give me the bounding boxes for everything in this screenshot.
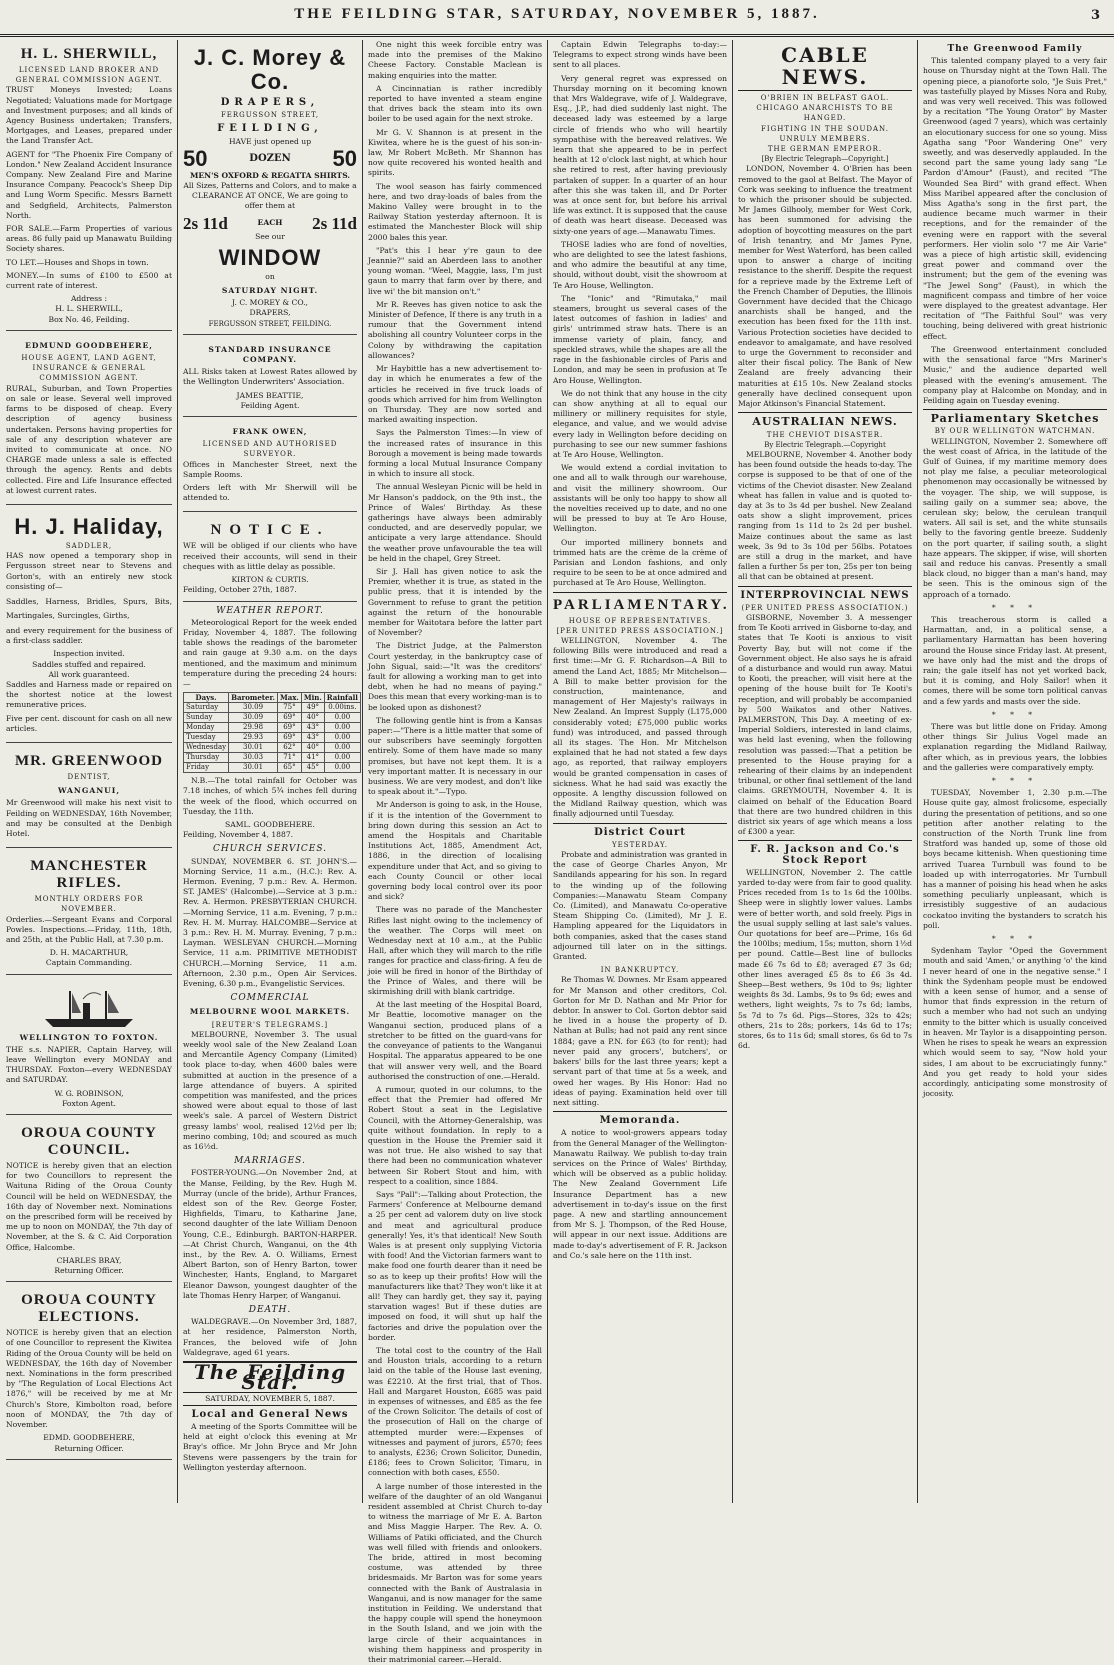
headline: CHICAGO ANARCHISTS TO BE HANGED. xyxy=(756,104,894,123)
ad-signature: Address : xyxy=(70,294,108,304)
news-paragraph: Sir J. Hall has given notice to ask the Premier, whether it is true, as stated in the public press, that it is intended by the Government to refuse to grant the petition against the return of the honourable member for Waitotara before the latter part of November? xyxy=(368,566,542,638)
section-subtitle: IN BANKRUPTCY. xyxy=(600,966,680,975)
news-paragraph: There was no parade of the Manchester Rifles last night owing to the inclemency of the weather. The Corps will meet on Wednesday next at 10 a.m., at the Public Hall, after which they will march to the rifle ranges for practice and class-firing. A feu de joie will be fired in honor of the Birthday of the Prince of Wales, and there will be skirmishing drill with blank cartridge. xyxy=(368,905,542,997)
section-heading: INTERPROVINCIAL NEWS xyxy=(740,589,910,601)
section-divider: * * * xyxy=(991,934,1039,944)
editorial-title: The Feilding Star. xyxy=(193,1360,347,1395)
ad-notice-kirton xyxy=(183,516,357,601)
section-heading: CABLE NEWS. xyxy=(738,44,912,91)
section-heading: COMMERCIAL xyxy=(230,993,310,1004)
weather-cell: Saturday xyxy=(184,703,229,713)
page-number: 3 xyxy=(1090,8,1100,23)
ad-line: HAVE just opened up xyxy=(228,136,312,146)
column-rule xyxy=(732,40,733,1503)
weather-cell: 75° xyxy=(277,703,301,713)
ad-body: ALL Risks taken at Lowest Rates allowed by the Wellington Underwriters' Association. xyxy=(183,367,357,387)
news-paragraph: The following gentle hint is from a Kansas paper:—"There is a little matter that some of our subscribers have seemingly forgotten entirely. Some of them have made so many promises, but have not kept them. It is a very important matter. It is necessary in our business. We are very modest, and don't like to speak about it."—Typo. xyxy=(368,715,542,797)
section-heading: F. R. Jackson and Co.'s Stock Report xyxy=(750,844,900,866)
article-body: WELLINGTON, November 2. The cattle yarded to-day were from fair to good quality. Prices receded from 1s to 1s 6d the 100lbs. Sheep were in slightly lower values. Lambs were of better worth, and sold freely. Pigs in the usual supply selling at last sale's values. Our quotations for beef are—Prime, 16s 6d the 100lbs; medium, 15s; mutton, shorn 1½d per pound. Cattle—Best line of bullocks made £6 7s 6d to £8; averaged £7 3s 6d; other lines averaged £5 8s to £6 3s 4d. Sheep—Best wethers, 9s 10d to 9s; lighter weights 8s 3d. Lambs, 9s to 9s 6d; ewes and wethers, light weights, 7s to 7s 6d; lambs, 5s 7d to 7s 6d. Pigs—Stores, 32s to 42s; others, 21s to 28s; porkers, 14s 6d to 17s; stores, 6s to 11s 6d; small stores, 6s 6d to 7s 6d. xyxy=(738,867,912,1051)
weather-header-cell: Barometer. xyxy=(229,693,278,703)
weather-report xyxy=(183,606,357,841)
article-body: Meteorological Report for the week ended Friday, November 4, 1887. The following table shows the readings of the barometer and rain gauge at 9.30 a.m. on the days mentioned, and the maximum and minimum temperature during the preceding 24 hours:— xyxy=(183,617,357,688)
australian-news xyxy=(738,412,912,582)
ad-body: AGENT for "The Phoenix Fire Company of London." New Zealand Accident Insurance Company. New Zealand Fire and Marine Insurance Company. Peacock's Sheep Dip and Lung Worm Specific. Messrs Barnett and Sedgfield, Architects, Palmerston North. xyxy=(6,149,172,220)
ad-signature: Returning Officer. xyxy=(54,1443,124,1453)
ad-signature: JAMES BEATTIE, xyxy=(236,390,304,400)
ad-wellington-foxton xyxy=(6,979,172,1115)
ad-body: Mr Greenwood will make his next visit to Feilding on WEDNESDAY, 16th November, and may be consulted at the Denbigh Hotel. xyxy=(6,798,172,838)
ad-title: EDMUND GOODBEHERE, xyxy=(25,340,153,350)
news-paragraph: Mr G. V. Shannon is at present in the Kiwitea, where he is the guest of his son-in-law, Mr Robert McBeth. Mr Shannon has now quite recovered his wonted health and spirits. xyxy=(368,127,542,178)
ad-title: H. L. SHERWILL, xyxy=(20,46,158,62)
ad-body: FOR SALE.—Farm Properties of various areas. 86 fully paid up Manawatu Building Society shares. xyxy=(6,224,172,254)
news-paragraph: Says the Palmerston Times:—In view of the increased rates of insurance in this Borough a movement is being made towards forming a local Mutual Insurance Company in which to insure all stock. xyxy=(368,428,542,479)
death-notice xyxy=(183,1305,357,1358)
ad-title: STANDARD INSURANCE COMPANY. xyxy=(208,344,332,365)
article-body: WELLINGTON, November 4. The following Bills were introduced and read a first time:—Mr G. F. Richardson—A Bill to amend the Land Act, 1885; Mr Mitchelson—A Bill to make better provision for the construction, maintenance, and management of Her Majesty's railways in New Zealand. An Imprest Supply (L175,000 considerably voted; £75,000 public works fund) was introduced, and passed through all its stages. The Hon. Mr Mitchelson explained that he had not stated a few days ago, as reported, that railway employers would be granted compensation in cases of sickness. What he had said was exactly the opposite. A lengthy discussion followed on the Midland Railway question, which was finally adjourned until Tuesday. xyxy=(553,635,727,819)
ad-signature: EDMD. GOODBEHERE, xyxy=(43,1433,135,1443)
memoranda xyxy=(553,1111,727,1261)
marriages xyxy=(183,1156,357,1301)
weather-cell: 30.01 xyxy=(229,763,278,773)
news-paragraph: We do not think that any house in the city can show anything at all to equal our millinery or millinery requisites for style, elegance, and value, and we would advise every lady in Wellington before deciding on purchasing to see our new summer fashions at Te Aro House, Wellington. xyxy=(553,388,727,459)
ad-title: OROUA COUNTY ELECTIONS. xyxy=(21,1292,157,1326)
byline: [By Electric Telegraph—Copyright.] xyxy=(761,155,889,164)
article-signature: SAML. GOODBEHERE. xyxy=(225,819,315,829)
section-heading: PARLIAMENTARY. xyxy=(553,596,730,613)
column-rule xyxy=(362,40,363,1503)
ad-subtitle: FEILDING, xyxy=(217,123,323,135)
weather-header-cell: Min. xyxy=(301,693,324,703)
ad-price: 2s 11d xyxy=(183,213,228,233)
ad-subtitle: DENTIST, xyxy=(67,772,111,781)
weather-cell: 43° xyxy=(301,733,324,743)
masthead xyxy=(0,0,1114,37)
ad-signature: H. L. SHERWILL, xyxy=(55,304,123,314)
cable-news xyxy=(738,44,912,409)
column-rule xyxy=(547,40,548,1503)
ad-line: WINDOW xyxy=(218,244,322,270)
column-3 xyxy=(368,40,542,1665)
news-paragraph: Captain Edwin Telegraphs to-day:—Telegrams to expect strong winds have been sent to all places. xyxy=(553,40,727,70)
news-paragraph: Very general regret was expressed on Thursday morning on it becoming known that Mrs Waldegrave, wife of J. Waldegrave, Esq., J.P., had died suddenly last night. The deceased lady was esteemed by a large circle of friends who who will heartily sympathise with the bereaved relatives. We learn that she appeared to be in perfect health at 12 o'clock last night, at which hour she retired to rest, after having previously partaken of supper. In a quarter of an hour after this she was taken ill, and Dr Porter was at once sent for, but before his arrival life was extinct. It is supposed that the cause of death was heart disease. Deceased was sixty-one years of age.—Manawatu Times. xyxy=(553,73,727,236)
weather-cell: 65° xyxy=(277,763,301,773)
article-date: Feilding, November 4, 1887. xyxy=(183,830,294,840)
weather-cell: 0.00 xyxy=(324,743,360,753)
news-paragraph: THOSE ladies who are fond of novelties, who are delighted to see the latest fashions, and who admire the beautiful at any time, should, without doubt, visit the showroom at Te Aro House, Wellington. xyxy=(553,239,727,290)
ad-greenwood-dentist xyxy=(6,747,172,848)
ad-body: Orders left with Mr Sherwill will be attended to. xyxy=(183,483,357,503)
ad-quantity: 50 xyxy=(332,145,357,171)
article-body: A meeting of the Sports Committee will be held at eight o'clock this evening at Mr Bray's office. Mr John Bryce and Mr John Stevens were passengers by the train for Wellington yesterday afternoon. xyxy=(183,1421,357,1472)
weather-row xyxy=(184,743,361,753)
weather-cell: Tuesday xyxy=(184,733,229,743)
weather-cell: 30.01 xyxy=(229,743,278,753)
article-body: This talented company played to a very fair house on Thursday night at the Town Hall. The opening piece, a pianoforte solo, "Je Suis Pret," was tastefully played by Misses Nora and Ruby, and was very well received. This was followed by a recitation "The Young Orator" by Master Greenwood (aged 7 years), which was certainly an elocutionary success for one so young. Miss Agatha sang "Poor Wandering One" very sweetly, and was deservedly applauded. In the second part the same young lady sang "Le Pardon d'Amour" (Faust), and recited "The Wounded Sea Bird" with grand effect. When Miss Maribel appeared after the conclusion of Miss Agatha's song in the first part, the audience became much warmer in their receptions, and for the remainder of the evening were en rapport with the several performers. Her violin solo "7 me Air Varie" was a piece of high artistic skill, evidencing great power and command over the instrument; but the gem of the evening was "The Jewel Song" (Faust), in which the magnificent compass and timbre of her voice were displayed to the greatest advantage. Her recitation of "The Faithful Soul" was very touching, being delivered with great histrionic effect. xyxy=(923,56,1107,341)
article-body: A notice to wool-growers appears today from the General Manager of the Wellington-Manawatu Railway. We publish to-day train services on the Prince of Wales' Birthday, which will be observed as a public holiday. The New Zealand Government Life Insurance Department has a new advertisement in to-day's issue on the first page. A new and startling announcement from Mr S. J. Thompson, of the Red House, will appear in our next issue. Additions are made to-day's advertisement of F. R. Jackson and Co.'s sale here on the 11th inst. xyxy=(553,1128,727,1260)
weather-cell: 62° xyxy=(277,743,301,753)
ad-line: Saddles stuffed and repaired. xyxy=(32,659,146,669)
column-rule xyxy=(917,40,918,1503)
article-body: FOSTER-YOUNG.—On November 2nd, at the Manse, Feilding, by the Rev. Hugh M. Murray (uncle of the bride), Arthur Frances, eldest son of the Rev. George Foster, Highfields, Timaru, to Katharine Jane, second daughter of the late William Denoon Young, C.E., Edinburgh. BARTON-HARPER.—At Christ Church, Wanganui, on the 4th inst., by the Rev. A. O. Williams, Ernest Albert Barton, son of Henry Barton, tower Winchester, Hants, England, to Margaret Eleanor Dawson, youngest daughter of the late Thomas Henry Harper, of Wanganui. xyxy=(183,1168,357,1300)
newspaper-title: THE FEILDING STAR, SATURDAY, NOVEMBER 5, 1887. xyxy=(294,6,820,22)
ad-goodbehere xyxy=(6,335,172,505)
ad-signature: Returning Officer. xyxy=(54,1266,124,1276)
section-heading: MARRIAGES. xyxy=(234,1156,306,1167)
weather-cell: 0.00 xyxy=(324,733,360,743)
weather-cell: 69° xyxy=(277,723,301,733)
stock-report xyxy=(738,840,912,1051)
ad-signature: DRAPERS, xyxy=(249,308,291,318)
article-body: This treacherous storm is called a Harmattan, and, in a political sense, a parliamentary Harmattan has been hovering around the House since Friday last. At present, we have only had the mist and the drops of rain; the gale itself has not yet worked back, but it is coming, and Holy Sailor! when it comes, there will be some torn political canvas and a few yards and masts over the side. xyxy=(923,614,1107,706)
article-body: SUNDAY, NOVEMBER 6. ST. JOHN'S.—Morning Service, 11 a.m., (H.C.): Rev. A. Hermon. Evening, 7 p.m.: Rev. A. Hermon. ST. JAMES' (Halcombe).—Service at 3 p.m.: Rev. A. Hermon. PRESBYTERIAN CHURCH.—Morning Service, 11 a.m. Evening, 7 p.m.: Rev. H. M. Murray. HALCOMBE—Service at 3 p.m.: Rev. H. M. Murray. Evening, 7 p.m.: Layman. WESLEYAN CHURCH.—Morning Service, 11 a.m. PRIMITIVE METHODIST CHURCH.—Morning Service, 11 a.m. Afternoon, 2.30 p.m., Open Air Services. Evening, 6.30 p.m., Evangelistic Services. xyxy=(183,856,357,988)
ad-morey xyxy=(183,40,357,335)
section-heading: The Greenwood Family xyxy=(947,44,1083,54)
news-paragraph: One night this week forcible entry was made into the premises of the Makino Cheese Factory. Constable Maclean is making enquiries into the matter. xyxy=(368,40,542,80)
section-subtitle: [PER UNITED PRESS ASSOCIATION.] xyxy=(556,626,724,635)
section-subtitle: YESTERDAY. xyxy=(612,840,668,849)
ad-subtitle: LICENSED LAND BROKER AND xyxy=(18,66,160,74)
headline: THE GERMAN EMPEROR. xyxy=(767,145,883,154)
ad-title: FRANK OWEN, xyxy=(232,427,308,437)
byline: BY OUR WELLINGTON WATCHMAN. xyxy=(934,427,1096,436)
ad-title: NOTICE. xyxy=(210,522,330,539)
ad-line: MEN'S OXFORD & REGATTA SHIRTS. xyxy=(189,170,351,180)
article-subtitle: [REUTER'S TELEGRAMS.] xyxy=(211,1020,329,1029)
steamship-icon xyxy=(39,985,139,1029)
news-paragraph: Mr Anderson is going to ask, in the House, if it is the intention of the Government to bring down during this session an Act to amend the Hospitals and Charitable Institutions Act, 1885, Amendment Act, 1886, in the direction of localising expenditure under that Act, and so giving to each County Council or other local governing body local control over its poor and sick? xyxy=(368,800,542,902)
ad-body: THE s.s. NAPIER, Captain Harvey, will leave Wellington every MONDAY and THURSDAY. Foxton—every WEDNESDAY and SATURDAY. xyxy=(6,1044,172,1085)
section-divider: * * * xyxy=(991,602,1039,612)
column-5 xyxy=(738,40,912,1505)
ad-body: Offices in Manchester Street, next the Sample Rooms. xyxy=(183,459,357,479)
weather-cell: 30.03 xyxy=(229,753,278,763)
parliamentary-sketches xyxy=(923,409,1107,1099)
weather-cell: 0.00 xyxy=(324,713,360,723)
ad-oroua-council xyxy=(6,1119,172,1282)
weather-row xyxy=(184,753,361,763)
weather-header-cell: Rainfall xyxy=(324,693,360,703)
weather-cell: 0.00 xyxy=(324,753,360,763)
ad-body: Orderlies.—Sergeant Evans and Corporal Powles. Inspections.—Friday, 11th, 18th, and 25th, at the Public Hall, at 7.30 p.m. xyxy=(6,914,172,944)
weather-row xyxy=(184,703,361,713)
article-body: N.B.—The total rainfall for October was 7.18 inches, of which 5¾ inches fell during the week of the flood, which occurred on Tuesday, the 11th. xyxy=(183,776,357,816)
article-title: MELBOURNE WOOL MARKETS. xyxy=(189,1007,351,1017)
ad-subtitle: WANGANUI, xyxy=(57,786,120,796)
article-body: LONDON, November 4. O'Brien has been removed to the gaol at Belfast. The Mayor of Cork was seeking to influence the treatment to which the prisoner should be subjected. Mr James Gilhooly, member for West Cork, has been summoned for advising the adoption of boycotting measures on the part of Irish tenantry, and Mr James Pyne, member for West Waterford, has been called upon to answer a charge of inciting resistance to the sheriff. Despite the request for a reprieve made by the Extreme Left of the French Chamber of Deputies, the Illinois Government have decided that the Chicago anarchists shall be hanged, and the execution has been fixed for the 11th inst. Various Protection societies have decided to endeavor to amalgamate, and have resolved to urge the Government to reconsider and alter their fiscal policy. The Bank of New Zealand are freely advancing their maturities at £15 10s. New Zealand stocks generally have declined consequent upon Major Atkinson's Financial Statement. xyxy=(738,164,912,409)
weather-header-cell: Max. xyxy=(277,693,301,703)
headline: FIGHTING IN THE SOUDAN. xyxy=(761,124,889,133)
news-paragraph: At the last meeting of the Hospital Board, Mr Beattie, locomotive manager on the Wanganui section, produced plans of a stretcher to be fitted on the guard-vans for the conveyance of patients to the Wanganui Hospital. The apparatus appeared to be one that will answer very well, and the Board authorised the construction of one.—Herald. xyxy=(368,1000,542,1081)
article-body: TUESDAY, November 1, 2.30 p.m.—The House quite gay, almost frolicsome, especially during the presentation of petitions, and so one petition after another relating to the construction of the North Trunk line from Stratford was handed up, some of those old boys became kittenish. When questioning time arrived Tuarea Turnbull was found to be loaded up with interrogatories. Mr Turnbull has a manner of poising his head when he asks something peculiarly unpleasant, which is irresistibly suggestive of an audacious cockatoo inviting the bystanders to scratch his poll. xyxy=(923,788,1107,930)
news-paragraph: The total cost to the country of the Hall and Houston trials, according to a return laid on the table of the House last evening, was £2210. At the first trial, that of Thos. Hall and Margaret Houston, £685 was paid in expenses of witnesses, and £85 as the fee of the Crown Solicitor. The details of cost of the prosecution of Hall on the charge of attempted murder were:—Expenses of witnesses and payment of jurors, £570; fees to analysts, £236; Crown Solicitor, Dunedin, £186; fees to Crown Solicitor, Timaru, in connection with both cases, £550. xyxy=(368,1345,542,1478)
news-paragraph: The annual Wesleyan Picnic will be held in Mr Hanson's paddock, on the 9th inst., the Prince of Wales' Birthday. As these gatherings have always been admirably conducted, and are deservedly popular, we anticipate a very large attendance. Should the weather prove unfavourable the tea will be held in the chapel, Grey Street. xyxy=(368,482,542,563)
weather-cell: 29.98 xyxy=(229,723,278,733)
ad-line: on xyxy=(265,271,275,281)
weather-cell: 71° xyxy=(277,753,301,763)
weather-header-cell: Days. xyxy=(184,693,229,703)
ad-line: SATURDAY NIGHT. xyxy=(221,286,319,296)
ad-body: and every requirement for the business of a first-class saddler. xyxy=(6,625,172,646)
weather-cell: 29.93 xyxy=(229,733,278,743)
section-heading: Memoranda. xyxy=(599,1115,681,1127)
news-paragraph: Our imported millinery bonnets and trimmed hats are the crème de la crème of Parisian and London fashions, and only require to be seen to be at once admired and purchased at Te Aro House, Wellington. xyxy=(553,537,727,588)
weather-row xyxy=(184,723,361,733)
column-4 xyxy=(553,40,730,1505)
article-body: The Greenwood entertainment concluded with the sensational farce "Mrs Mariner's Music," and the audience departed well pleased with the evening's amusement. The company play at Halcombe on Monday, and in Feilding again on Tuesday evening. xyxy=(923,344,1107,405)
weather-row xyxy=(184,733,361,743)
ad-body: Saddles and Harness made or repaired on the shortest notice at the lowest remunerative prices. xyxy=(6,679,172,710)
byline: (PER UNITED PRESS ASSOCIATION.) xyxy=(741,603,909,612)
weather-cell: 0.00 xyxy=(324,723,360,733)
ad-subtitle: LICENSED AND AUTHORISED SURVEYOR. xyxy=(202,440,338,459)
ad-body: HAS now opened a temporary shop in Fergusson street near to Stevens and Gorton's, with an entirely new stock consisting of— xyxy=(6,551,172,591)
section-heading: Local and General News xyxy=(191,1408,349,1420)
ad-signature: W. G. ROBINSON, xyxy=(54,1088,124,1098)
ad-signature: FERGUSSON STREET, FEILDING. xyxy=(208,319,332,328)
ad-line: Inspection invited. xyxy=(53,649,125,659)
ad-signature: Feilding Agent. xyxy=(240,400,300,410)
ad-title: J. C. Morey & Co. xyxy=(193,45,347,94)
ad-signature: Foxton Agent. xyxy=(62,1098,116,1108)
ad-subtitle: DRAPERS, xyxy=(220,97,320,108)
headline: UNRULY MEMBERS. xyxy=(779,134,871,143)
ad-line: See our xyxy=(255,231,285,241)
article-body: MELBOURNE, November 3. The usual weekly wool sale of the New Zealand Loan and Mercantile Agency Company (Limited) took place to-day, when 4600 bales were submitted at auction in the presence of a large attendance of buyers. A spirited competition was manifested, and the prices showed were about equal to those of last week's sale. A parcel of Western District greasy lambs' wool, realised 12½d per lb; merino combing, 10d; and scoured as much as 16½d. xyxy=(183,1029,357,1152)
news-paragraph: "Pat's this I hear y're gaun to dee Jeannie?" said an Aberdeen lass to another young woman. "Weel, Maggie, lass, I'm just gaun to marry that farm over by there, and live wi' the bit mansion on't." xyxy=(368,245,542,296)
weather-cell: 45° xyxy=(301,763,324,773)
news-paragraph: Says "Pall":—Talking about Protection, the Farmers' Conference at Melbourne demand a 25 per cent ad valorem duty on live stock and meat and agricultural produce generally! Yes, it's that identical! New South Wales is at present only supplying Victoria with food! And the Victorian farmers want to make food one fourth dearer than it need be so as to keep up their profits! How will the manufacturers like that? They won't like it at all! They can hardly get, they say it, paying starvation wages! But if these duties are imposed on food, it will shut up half the factories and drive the population over the border. xyxy=(368,1189,542,1342)
weather-cell: 30.09 xyxy=(229,703,278,713)
ad-title: WELLINGTON TO FOXTON. xyxy=(19,1032,159,1042)
section-heading: Parliamentary Sketches xyxy=(930,412,1100,426)
byline: By Electric Telegraph.—Copyright xyxy=(764,440,886,449)
church-services xyxy=(183,844,357,989)
ad-body: MONEY.—In sums of £100 to £500 at current rate of interest. xyxy=(6,270,172,291)
commercial xyxy=(183,993,357,1152)
ad-body: RURAL, Suburban, and Town Properties on sale or lease. Several well improved farms to be disposed of cheap. Every description of agency business undertaken. Persons having properties for sale of any description whatever are invited to communicate at once. NO CHARGE made unless a sale is effected through the agency. Rents and debts collected. Fire and Life Insurance effected at lowest current rates. xyxy=(6,383,172,495)
ad-title: OROUA COUNTY COUNCIL. xyxy=(21,1125,157,1159)
ad-signature: D. H. MACARTHUR, xyxy=(49,948,129,958)
editorial-date: SATURDAY, NOVEMBER 5, 1887. xyxy=(183,1392,357,1405)
section-heading: WEATHER REPORT. xyxy=(216,605,324,616)
ad-body: NOTICE is hereby given that an election for two Councillors to represent the Waituna Riding of the Oroua County Council will be held on WEDNESDAY, the 16th day of November next. Nominations on the prescribed form will be received by me up to noon on MONDAY, the 7th day of November, at the S. & C. Aid Corporation Office, Halcombe. xyxy=(6,1161,172,1252)
parliamentary-section xyxy=(553,592,730,820)
ad-line: All work guaranteed. xyxy=(48,669,130,679)
news-paragraph: Mr Haybittle has a new advertisement to-day in which he enumerates a few of the articles he received in five truck loads of goods which arrived for him from Wellington on Thursday. They are now sorted and marked awaiting inspection. xyxy=(368,364,542,425)
section-divider: * * * xyxy=(991,709,1039,719)
ad-subtitle: HOUSE AGENT, LAND AGENT, INSURANCE & GENERAL COMMISSION AGENT. xyxy=(21,354,157,383)
ad-manchester-rifles xyxy=(6,852,172,974)
ad-subtitle: MONTHLY ORDERS FOR NOVEMBER. xyxy=(34,895,144,914)
section-heading: DEATH. xyxy=(248,1305,292,1316)
weather-cell: 41° xyxy=(301,753,324,763)
ad-quantity: 50 xyxy=(183,145,208,171)
article-body: Probate and administration was granted in the case of George Charles Anyon, Mr Sandilands appearing for his son. In regard to the winding up of the following Companies:—Manawatu Steam Company Co. (Limited), and Manawatu Co-operative Steam Shipping Co. (Limited), Mr J. E. Hampling appeared for the Liquidators in both companies, asked that the cases stand adjourned till later on in the sittings. Granted. xyxy=(553,850,727,962)
weather-cell: 0.00ins. xyxy=(324,703,360,713)
ad-signature: Box No. 46, Feilding. xyxy=(48,314,130,324)
news-paragraph: The "Ionic" and "Rimutaka," mail steamers, brought us several cases of the latest outcomes of fashion in ladies' and girls' untrimmed straw hats. There is an immense variety of plain, fancy, and speckled straws, while the shapes are all the rage in the fashionable circles of Paris and London, and may be seen in profusion at Te Aro House, Wellington. xyxy=(553,293,727,385)
ad-signature: CHARLES BRAY, xyxy=(56,1255,122,1265)
ad-subtitle: SADDLER, xyxy=(65,541,113,550)
ad-line: DOZEN xyxy=(249,152,291,164)
weather-cell: Thursday xyxy=(184,753,229,763)
article-body: Sydenham Taylor "Oped the Government mouth and said 'Amen,' or anything 'o' the kind I never heard of one in the negative sense." I think the Sydenham people must be endowed with a keen sense of humor, and a sense of humor that finds expression in the return of such a member who had not such an undying enmity to the bitter which is usually conceived in heaven. Mr Taylor is a disappointing person. When he rises to speak he wears an expression which would seem to say, "Now hold your sides, I am about to be excruciatingly funny." And you get ready to hold your sides accordingly, anticipating some monstrosity of jocosity. xyxy=(923,946,1107,1099)
ad-sherwill xyxy=(6,40,172,331)
weather-cell: 69° xyxy=(277,713,301,723)
ad-date: Feilding, October 27th, 1887. xyxy=(183,585,297,595)
section-heading: CHURCH SERVICES. xyxy=(212,844,328,855)
news-paragraph: Mr R. Reeves has given notice to ask the Minister of Defence, If there is any truth in a rumour that the Government intend abolishing all country Volunteer corps in the Colony by withdrawing the capitation allowances? xyxy=(368,299,542,360)
news-paragraph: The District Judge, at the Palmerston Court yesterday, in the bankruptcy case of John Sigual, said:—"It was the creditors' fault for allowing a working man to get into debt, when he had no means of paying." Does this mean that every working-man is to be looked upon as dishonest? xyxy=(368,641,542,712)
ad-body: Five per cent. discount for cash on all new articles. xyxy=(6,713,172,733)
ad-body: NOTICE is hereby given that an election of one Councillor to represent the Kiwitea Riding of the Oroua County will be held on WEDNESDAY, the 16th day of November next. Nominations in the form prescribed by "The Regulation of Local Elections Act 1876," will be received by me at Mr Church's Store, Kimbolton road, before noon of MONDAY, the 7th day of November. xyxy=(6,1328,172,1430)
column-rule xyxy=(177,40,178,1503)
news-paragraph: A large number of those interested in the welfare of the daughter of an old Wanganui resident assembled at Christ Church to-day to witness the marriage of Mr E. A. Barton and Miss Maggie Harper. The Rev. A. O. Williams of Patiki officiated, and the Church was well filled with friends and onlookers. The bride, attired in most becoming costume, was attended by three bridesmaids. Mr Barton was for some years connected with the Bank of Australasia in Wanganui, and is now manager for the same institution in Feilding. We understand that the happy couple will spend the honeymoon in the South Island, and we join with the large circle of their acquaintances in wishing them happiness and prosperity in their matrimonial career.—Herald. xyxy=(368,1481,542,1665)
weather-cell: 69° xyxy=(277,733,301,743)
ad-body: WE will be obliged if our clients who have received their accounts, will send in their cheques with as little delay as possible. xyxy=(183,541,357,571)
weather-row xyxy=(184,713,361,723)
ad-body: TO LET.—Houses and Shops in town. xyxy=(6,257,149,267)
weather-cell: 30.09 xyxy=(229,713,278,723)
news-paragraph: The wool season has fairly commenced here, and two dray-loads of bales from the Makino Valley were brought in to the Railway Station yesterday afternoon. It is estimated the Manchester Block will ship 2000 bales this year. xyxy=(368,181,542,242)
ad-title: MR. GREENWOOD xyxy=(15,752,163,769)
article-body: WALDEGRAVE.—On November 3rd, 1887, at her residence, Palmerston North, Frances, the beloved wife of John Waldegrave, aged 61 years. xyxy=(183,1317,357,1357)
ad-subtitle: FERGUSSON STREET, xyxy=(220,111,320,120)
article-body: Re Thomas W. Downes. Mr Esam appeared for Mr Manson and other creditors, Col. Gorton for Mr D. Nathan and Mr Prior for debtor. In answer to Col. Gorton debtor said he lived in a house the property of D. Nathan at Bulls; had not paid any rent since 1884; gave a P.N. for £63 (to for rent); had never paid any grocers', butchers', or bakers' bills for the last three years; kept a servant part of that time at 5s a week, and owed her wages. By His Honor: Had no ideas of paying. Examination held over till next sitting. xyxy=(553,975,727,1107)
ad-subtitle: GENERAL COMMISSION AGENT. xyxy=(15,76,163,85)
news-paragraph: We would extend a cordial invitation to one and all to walk through our warehouse, and visit the millinery showroom. Our assistants will be only too happy to show all the novelties received up to date, and no one will be pressed to buy at Te Aro House, Wellington. xyxy=(553,463,727,534)
weather-cell: Friday xyxy=(184,763,229,773)
news-paragraph: A rumour, quoted in our columns, to the effect that the Premier had offered Mr Robert Stout a seat in the Legislative Council, with the Attorney-Generalship, was quite without foundation. In reply to a question in the House the Premier said it was not true. He also wished to say that there had been no communication whatever between Sir Robert Stout and him, with respect to a coalition, since 1884. xyxy=(368,1084,542,1186)
section-subtitle: HOUSE OF REPRESENTATIVES. xyxy=(568,616,712,625)
ad-body: All Sizes, Patterns and Colors, and to make a CLEARANCE AT ONCE, We are going to offer them at xyxy=(183,181,357,211)
weather-cell: 40° xyxy=(301,743,324,753)
ad-frank-owen xyxy=(183,421,357,512)
weather-table xyxy=(183,692,361,773)
ad-haliday xyxy=(6,509,172,743)
weather-cell: 40° xyxy=(301,713,324,723)
ad-line: EACH xyxy=(257,218,283,228)
article-body: There was but little done on Friday. Among other things Sir Julius Vogel made an explanation regarding the Midland Railway, after which, as in previous years, the lobbies and the galleries were comparatively empty. xyxy=(923,722,1107,772)
column-1 xyxy=(6,40,172,1505)
article-body: GISBORNE, November 3. A messenger from Te Kooti arrived in Gisborne to-day, and states that Te Kooti is anxious to visit Poverty Bay, but will not come if the Government object. He also says he is afraid of a disturbance and would run away. Matui to Kooti, the preacher, will visit here at the opening of the house built for Te Kooti's reception, and will probably be accompanied by 500 Waikatos and other Natives. PALMERSTON, This Day. A meeting of ex-Imperial Soldiers, interested in land claims, was held last evening, when the following resolution was passed:—That a petition be presented to the House praying for a rehearing of their claims by an independent tribunal, or other final settlement of the land claims. GREYMOUTH, November 4. It is claimed on behalf of the Education Board that there are two hundred children in this district six years of age which means a loss of £300 a year. xyxy=(738,612,912,837)
ad-signature: J. C. MOREY & CO., xyxy=(232,298,308,308)
ad-signature: KIRTON & CURTIS. xyxy=(231,575,309,585)
ad-price: 2s 11d xyxy=(312,213,357,233)
article-body: WELLINGTON, November 2. Somewhere off the west coast of Africa, in the latitude of the Gulf of Guinea, if my maritime memory does not play me false, a peculiar meteorological phenomenon may occasionally be witnessed by the voyager. The ship, we will suppose, is sailing gaily on a summer sea; above, the cerulean sky; below, the cerulean tranquil waters. All sail is set, and the white stunsails belly to the favoring gentle breeze. Suddenly on the port quarter, if sailing south, a slight haze appears. The skipper, if wise, will shorten sail and reduce his canvas. Presently a small black cloud, no bigger than a man's hand, may be seen. This is the ominous sign of the approach of a tornado. xyxy=(923,436,1107,599)
ad-body: Saddles, Harness, Bridles, Spurs, Bits, Martingales, Surcingles, Girths, xyxy=(6,596,172,620)
section-divider: * * * xyxy=(991,776,1039,786)
headline: O'BRIEN IN BELFAST GAOL. xyxy=(760,94,890,102)
headline: THE CHEVIOT DISASTER. xyxy=(766,430,884,439)
weather-cell: Monday xyxy=(184,723,229,733)
interprovincial-news xyxy=(738,586,912,838)
weather-cell: 49° xyxy=(301,703,324,713)
ad-signature: Captain Commanding. xyxy=(45,958,133,968)
weather-cell: Wednesday xyxy=(184,743,229,753)
ad-title: MANCHESTER RIFLES. xyxy=(30,858,148,892)
ad-title: H. J. Haliday, xyxy=(14,513,164,539)
weather-cell: 43° xyxy=(301,723,324,733)
ad-standard-insurance xyxy=(183,339,357,417)
article-body: MELBOURNE, November 4. Another body has been found outside the heads to-day. The corpse is supposed to be that of one of the victims of the Cheviot disaster. New Zealand wheat has fallen in value and is quoted to-day at 3s to 3s 4d per bushel. New Zealand oats show a slight improvement, prices ranging from 1s 11d to 2s 2d per bushel. Maize continues about the same as last week, 3s 9d to 3s 10d per 56lbs. Potatoes are still a drug in the market, and have fallen a further 5s per ton, 25s per ton being all that can be obtained at present. xyxy=(738,449,912,582)
ad-oroua-elections xyxy=(6,1286,172,1459)
section-heading: AUSTRALIAN NEWS. xyxy=(752,415,898,429)
weather-cell: 0.00 xyxy=(324,763,360,773)
editorial-masthead xyxy=(183,1361,357,1406)
weather-cell: Sunday xyxy=(184,713,229,723)
section-heading: District Court xyxy=(594,826,686,838)
column-6 xyxy=(923,40,1107,1505)
weather-row xyxy=(184,763,361,773)
news-paragraph: A Cincinnatian is rather incredibly reported to have invented a steam engine that drives back the steam into its own boiler to be used again for the next stroke. xyxy=(368,83,542,124)
ad-body: TRUST Moneys Invested; Loans Negotiated; Valuations made for Mortgage and Investment purposes; and all kinds of Agency Business undertaken; Transfers, Mortgages, and Leases, prepared under the Land Transfer Act. xyxy=(6,85,172,146)
column-2 xyxy=(183,40,357,1505)
district-court xyxy=(553,823,727,1108)
